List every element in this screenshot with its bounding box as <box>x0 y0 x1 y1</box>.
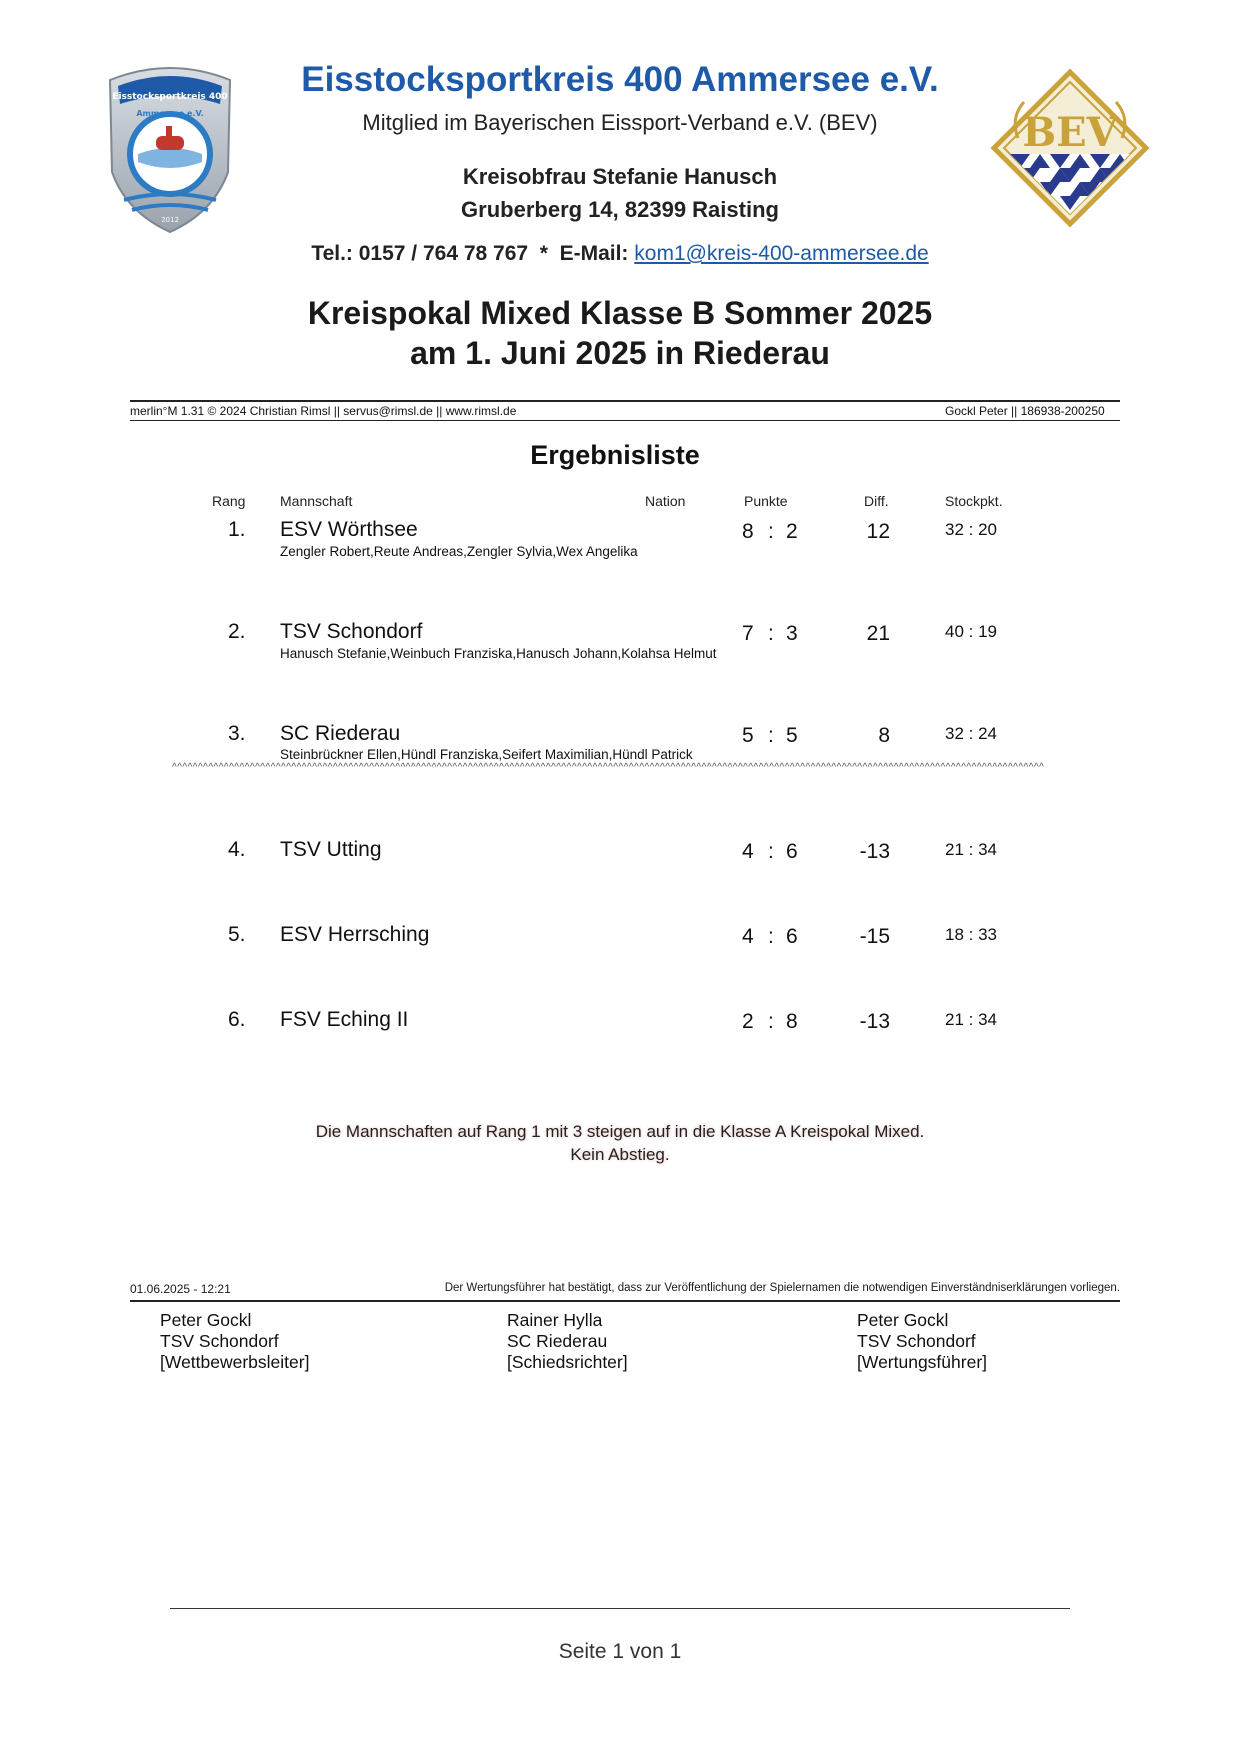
footer-rule <box>170 1608 1070 1609</box>
sheet-top-rule <box>130 400 1120 402</box>
sheet-bottom-rule <box>130 1300 1120 1302</box>
logo-left-year-text: 2012 <box>161 216 179 224</box>
points-lost: 6 <box>786 925 798 948</box>
stock-cell: 21 : 34 <box>945 840 997 859</box>
points-lost: 8 <box>786 1010 798 1033</box>
col-team: Mannschaft <box>280 493 353 509</box>
results-title-text: Ergebnisliste <box>530 440 700 470</box>
logo-left-mid-text: Ammersee e.V. <box>136 109 204 118</box>
software-credit: merlin°M 1.31 © 2024 Christian Rimsl || servus@rimsl.de || www.rimsl.de <box>130 404 517 418</box>
phone-text: Tel.: 0157 / 764 78 767 * E-Mail: <box>311 242 635 265</box>
diff-cell: -15 <box>859 925 890 948</box>
points-won: 4 <box>742 925 754 948</box>
points-won: 4 <box>742 840 754 863</box>
stock-cell: 32 : 20 <box>945 520 997 539</box>
results-title <box>0 440 1240 471</box>
rank-cell: 5. <box>228 923 246 946</box>
col-rank: Rang <box>212 493 246 509</box>
email-link[interactable]: kom1@kreis-400-ammersee.de <box>634 242 929 265</box>
team-cell: TSV Schondorf <box>280 620 423 643</box>
rank-cell: 4. <box>228 838 246 861</box>
points-won: 8 <box>742 520 754 543</box>
signature-club: TSV Schondorf <box>160 1331 279 1351</box>
signature-name: Rainer Hylla <box>507 1310 603 1330</box>
relegation-notice: Kein Abstieg. <box>570 1145 670 1164</box>
points-lost: 2 <box>786 520 798 543</box>
col-stock: Stockpkt. <box>945 493 1003 509</box>
members-cell: Zengler Robert,Reute Andreas,Zengler Sylvia,Wex Angelika <box>280 544 638 559</box>
rank-cell: 2. <box>228 620 246 643</box>
signature-block <box>857 1310 987 1373</box>
stock-cell: 18 : 33 <box>945 925 997 944</box>
col-points: Punkte <box>744 493 788 509</box>
timestamp: 01.06.2025 - 12:21 <box>130 1282 231 1296</box>
promotion-notice: Die Mannschaften auf Rang 1 mit 3 steigen auf in die Klasse A Kreispokal Mixed. <box>315 1122 925 1141</box>
membership-line: Mitglied im Bayerischen Eissport-Verband e.V. (BEV) <box>362 110 878 135</box>
promotion-divider: ^^^^^^^^^^^^^^^^^^^^^^^^^^^^^^^^^^^^^^^^^^^^^^^^^^^^^^^^^^^^^^^^^^^^^^^^^^^^^^^^^^^^^^^^^^^^^^^^^^^^^^^^^^^^^^^^^^^^^^^^^^^^^^^^^^^^^^^^^^^^^^^^^^^^^^^^^^^^^^^^^^^^^^^^ <box>172 762 1045 773</box>
signature-name: Peter Gockl <box>857 1310 949 1330</box>
rank-cell: 6. <box>228 1008 246 1031</box>
points-colon: : <box>768 724 774 747</box>
event-title: Kreispokal Mixed Klasse B Sommer 2025 <box>307 295 933 331</box>
signature-block <box>160 1310 309 1373</box>
team-cell: ESV Herrsching <box>280 923 430 946</box>
members-cell: Hanusch Stefanie,Weinbuch Franziska,Hanusch Johann,Kolahsa Helmut <box>280 646 717 661</box>
points-lost: 3 <box>786 622 798 645</box>
signature-name: Peter Gockl <box>160 1310 252 1330</box>
consent-note: Der Wertungsführer hat bestätigt, dass zur Veröffentlichung der Spielernamen die notwendigen Einverständniserklärungen vorliegen. <box>444 1282 1120 1294</box>
signature-role: [Schiedsrichter] <box>507 1352 628 1372</box>
points-lost: 6 <box>786 840 798 863</box>
stock-cell: 21 : 34 <box>945 1010 997 1029</box>
points-colon: : <box>768 622 774 645</box>
diff-cell: 21 <box>866 622 890 645</box>
chair-line: Kreisobfrau Stefanie Hanusch <box>462 164 778 189</box>
org-name: Eisstocksportkreis 400 Ammersee e.V. <box>301 60 939 99</box>
col-diff: Diff. <box>864 493 889 509</box>
stock-cell: 32 : 24 <box>945 724 997 743</box>
signature-block <box>507 1310 628 1373</box>
points-won: 2 <box>742 1010 754 1033</box>
points-lost: 5 <box>786 724 798 747</box>
points-colon: : <box>768 1010 774 1033</box>
points-colon: : <box>768 520 774 543</box>
operator-id: Gockl Peter || 186938-200250 <box>945 404 1105 418</box>
stock-cell: 40 : 19 <box>945 622 997 641</box>
signature-role: [Wettbewerbsleiter] <box>160 1352 310 1372</box>
points-colon: : <box>768 840 774 863</box>
team-cell: ESV Wörthsee <box>280 518 418 541</box>
sheet-top-rule-2 <box>130 420 1120 421</box>
address-line: Gruberberg 14, 82399 Raisting <box>461 197 779 222</box>
team-cell: SC Riederau <box>280 722 401 745</box>
diff-cell: -13 <box>859 1010 890 1033</box>
contact-line <box>200 242 1040 266</box>
col-nation: Nation <box>645 493 686 509</box>
page-number: Seite 1 von 1 <box>558 1640 682 1663</box>
diff-cell: 8 <box>878 724 890 747</box>
rank-cell: 1. <box>228 518 246 541</box>
logo-right-text: BEV <box>1022 109 1118 156</box>
event-subtitle: am 1. Juni 2025 in Riederau <box>410 335 830 371</box>
points-won: 5 <box>742 724 754 747</box>
diff-cell: -13 <box>859 840 890 863</box>
diff-cell: 12 <box>866 520 890 543</box>
signature-club: SC Riederau <box>507 1331 608 1351</box>
members-cell: Steinbrückner Ellen,Hündl Franziska,Seifert Maximilian,Hündl Patrick <box>280 747 693 762</box>
signature-club: TSV Schondorf <box>857 1331 976 1351</box>
rank-cell: 3. <box>228 722 246 745</box>
logo-left-top-text: Eisstocksportkreis 400 <box>112 92 228 102</box>
points-won: 7 <box>742 622 754 645</box>
signature-role: [Wertungsführer] <box>857 1352 988 1372</box>
points-colon: : <box>768 925 774 948</box>
team-cell: TSV Utting <box>280 838 382 861</box>
team-cell: FSV Eching II <box>280 1008 409 1031</box>
